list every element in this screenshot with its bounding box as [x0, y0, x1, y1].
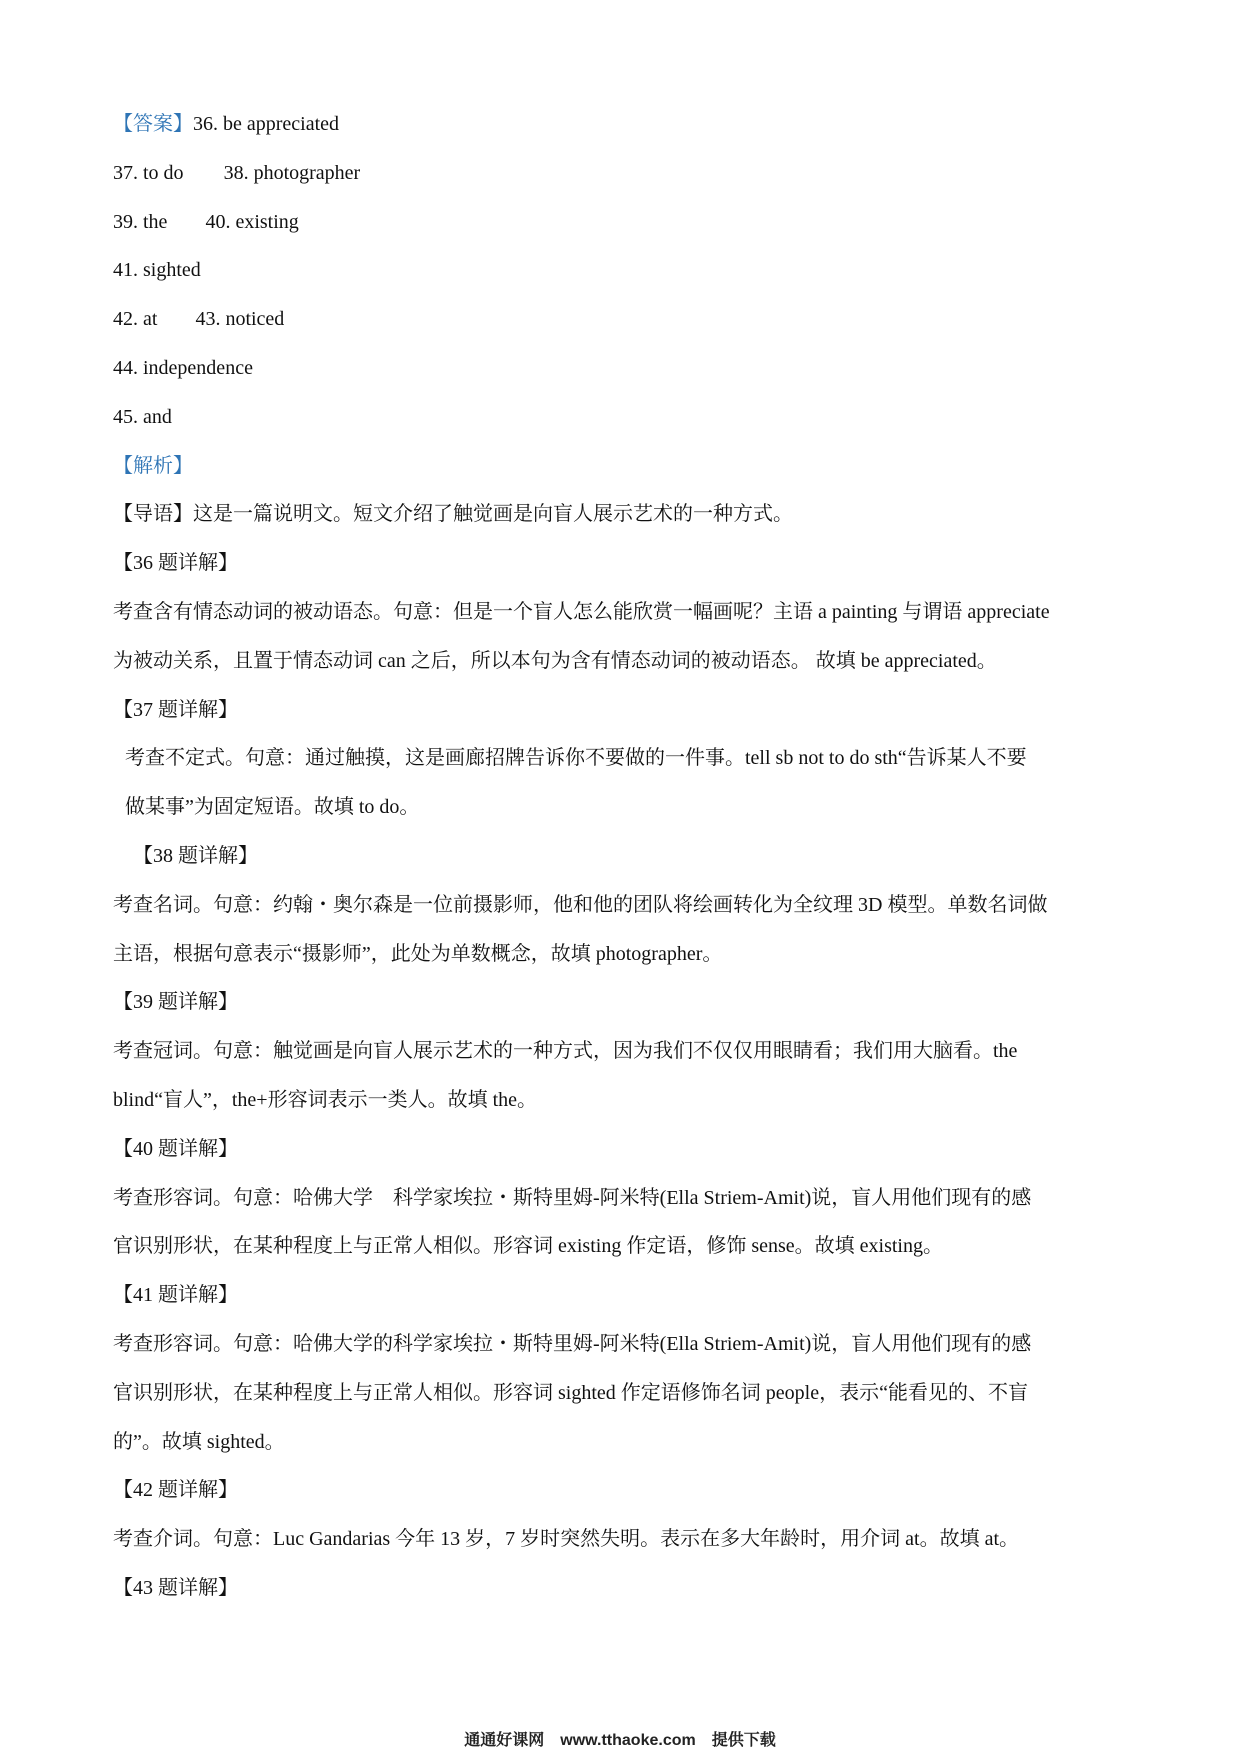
- explanation-41-line-3: 的”。故填 sighted。: [113, 1430, 285, 1453]
- answer-38: 38. photographer: [223, 161, 361, 184]
- answer-line-45: [113, 393, 1133, 442]
- analysis-intro: 【导语】这是一篇说明文。短文介绍了触觉画是向盲人展示艺术的一种方式。: [113, 503, 793, 526]
- answer-41: 41. sighted: [113, 259, 201, 282]
- answer-line-44: [113, 344, 1133, 393]
- answer-39: 39. the: [113, 210, 168, 233]
- answer-45: 45. and: [113, 405, 172, 428]
- answer-line-42-43: [113, 295, 1133, 344]
- answer-label: 【答案】: [113, 113, 193, 135]
- page-footer: 通通好课网 www.tthaoke.com 提供下载: [464, 1732, 776, 1749]
- explanation-41-line-1: 考查形容词。句意：哈佛大学的科学家埃拉・斯特里姆-阿米特(Ella Striem-Amit)说，盲人用他们现有的感: [113, 1332, 1032, 1355]
- explanation-36-line-1: 考查含有情态动词的被动语态。句意：但是一个盲人怎么能欣赏一幅画呢？主语 a painting 与谓语 appreciate: [113, 600, 1050, 623]
- heading-39: 【39 题详解】: [113, 991, 238, 1014]
- answer-36: 36. be appreciated: [193, 113, 340, 135]
- answer-37: 37. to do: [113, 161, 184, 184]
- answer-40: 40. existing: [205, 210, 299, 233]
- explanation-40-line-1: 考查形容词。句意：哈佛大学 科学家埃拉・斯特里姆-阿米特(Ella Striem-Amit)说，盲人用他们现有的感: [113, 1186, 1032, 1209]
- heading-42: 【42 题详解】: [113, 1479, 238, 1502]
- answer-42: 42. at: [113, 308, 158, 331]
- answer-43: 43. noticed: [195, 308, 285, 331]
- document-body: [113, 100, 1133, 1613]
- answer-line-41: [113, 246, 1133, 295]
- heading-37: 【37 题详解】: [113, 698, 238, 721]
- heading-40: 【40 题详解】: [113, 1137, 238, 1160]
- explanation-39-line-2: blind“盲人”，the+形容词表示一类人。故填 the。: [113, 1088, 538, 1111]
- explanation-36-line-2: 为被动关系，且置于情态动词 can 之后，所以本句为含有情态动词的被动语态。 故填 be appreciated。: [113, 649, 997, 672]
- heading-38: 【38 题详解】: [133, 844, 258, 867]
- heading-43: 【43 题详解】: [113, 1576, 238, 1599]
- answer-44: 44. independence: [113, 356, 253, 379]
- answer-line-39-40: [113, 198, 1133, 247]
- heading-36: 【36 题详解】: [113, 552, 238, 575]
- explanation-38-line-1: 考查名词。句意：约翰・奥尔森是一位前摄影师，他和他的团队将绘画转化为全纹理 3D 模型。单数名词做: [113, 893, 1048, 916]
- explanation-40-line-2: 官识别形状，在某种程度上与正常人相似。形容词 existing 作定语，修饰 sense。故填 existing。: [113, 1235, 943, 1258]
- heading-41: 【41 题详解】: [113, 1284, 238, 1307]
- answer-line-37-38: [113, 149, 1133, 198]
- explanation-41-line-2: 官识别形状，在某种程度上与正常人相似。形容词 sighted 作定语修饰名词 people，表示“能看见的、不盲: [113, 1381, 1028, 1404]
- explanation-37-line-2: 做某事”为固定短语。故填 to do。: [125, 796, 420, 819]
- explanation-38-line-2: 主语，根据句意表示“摄影师”，此处为单数概念，故填 photographer。: [113, 942, 723, 965]
- explanation-37-line-1: 考查不定式。句意：通过触摸，这是画廊招牌告诉你不要做的一件事。tell sb not to do sth“告诉某人不要: [125, 747, 1027, 770]
- analysis-label: 【解析】: [113, 454, 193, 477]
- explanation-39-line-1: 考查冠词。句意：触觉画是向盲人展示艺术的一种方式，因为我们不仅仅用眼睛看；我们用大脑看。the: [113, 1040, 1018, 1063]
- explanation-42-line-1: 考查介词。句意：Luc Gandarias 今年 13 岁，7 岁时突然失明。表示在多大年龄时，用介词 at。故填 at。: [113, 1528, 1020, 1551]
- answer-line-36: [113, 100, 1133, 149]
